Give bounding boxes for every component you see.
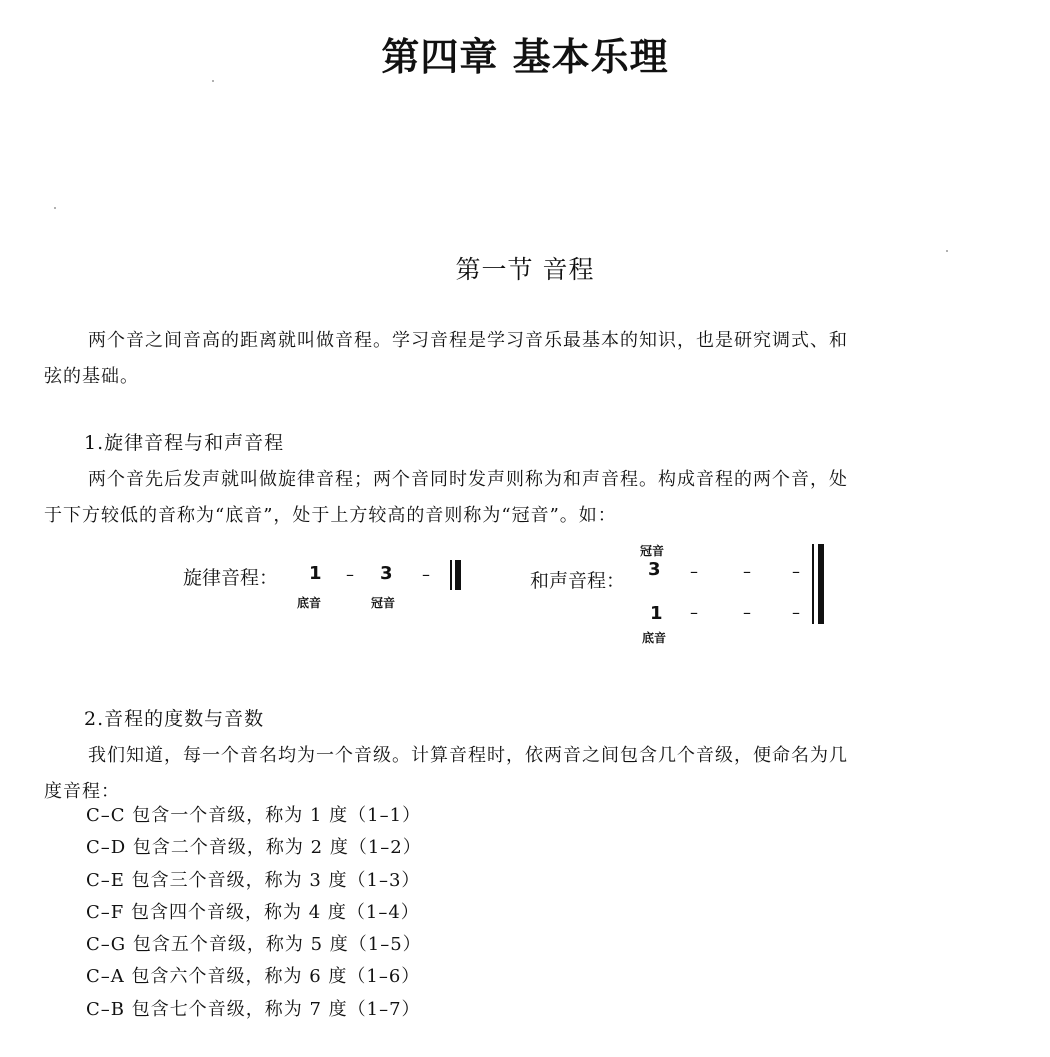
harmonic-bottom-dash-3: – bbox=[792, 603, 800, 622]
intro-line-1: 两个音之间音高的距离就叫做音程。学习音程是学习音乐最基本的知识，也是研究调式、和 bbox=[88, 330, 848, 351]
melodic-interval-label: 旋律音程： bbox=[183, 567, 279, 589]
melodic-top-note-mark: 冠音 bbox=[371, 596, 396, 610]
list-item: C–F 包含四个音级，称为 4 度（1–4） bbox=[86, 901, 420, 923]
scan-speck bbox=[946, 250, 948, 252]
intro-line-2: 弦的基础。 bbox=[44, 366, 139, 387]
list-item: C–C 包含一个音级，称为 1 度（1–1） bbox=[86, 805, 422, 826]
harmonic-top-note-mark: 冠音 bbox=[640, 544, 665, 558]
harmonic-end-barline-thin bbox=[812, 544, 814, 624]
harmonic-top-dash-2: – bbox=[743, 562, 751, 581]
harmonic-top-note: 3 bbox=[648, 559, 661, 580]
subsection-2-heading: 2.音程的度数与音数 bbox=[84, 708, 265, 730]
harmonic-bottom-dash-2: – bbox=[743, 603, 751, 622]
harmonic-bottom-note: 1 bbox=[650, 603, 663, 624]
list-item: C–B 包含七个音级，称为 7 度（1–7） bbox=[86, 998, 421, 1020]
melodic-bottom-note-mark: 底音 bbox=[297, 596, 322, 610]
list-item: C–A 包含六个音级，称为 6 度（1–6） bbox=[86, 966, 421, 988]
interval-degree-list bbox=[86, 800, 422, 1026]
subsection-1-heading: 1.旋律音程与和声音程 bbox=[84, 432, 285, 454]
list-item: C–E 包含三个音级，称为 3 度（1–3） bbox=[86, 869, 421, 891]
harmonic-end-barline-thick bbox=[818, 544, 824, 624]
melodic-dash-1: – bbox=[346, 565, 354, 584]
harmonic-top-dash-3: – bbox=[792, 562, 800, 581]
section-title: 第一节 音程 bbox=[455, 255, 595, 284]
list-item: C–G 包含五个音级，称为 5 度（1–5） bbox=[86, 934, 422, 956]
subsection-2-line-2: 度音程： bbox=[44, 781, 120, 802]
subsection-1-paragraph bbox=[44, 462, 1014, 534]
subsection-1-line-1: 两个音先后发声就叫做旋律音程；两个音同时发声则称为和声音程。构成音程的两个音，处 bbox=[88, 469, 848, 490]
harmonic-bottom-note-mark: 底音 bbox=[642, 631, 667, 645]
melodic-end-barline-thick bbox=[455, 560, 461, 590]
subsection-1-line-2: 于下方较低的音称为“底音”，处于上方较高的音则称为“冠音”。如： bbox=[44, 505, 617, 526]
chapter-title: 第四章 基本乐理 bbox=[381, 34, 669, 79]
harmonic-interval-label: 和声音程： bbox=[530, 570, 626, 592]
scan-speck bbox=[54, 207, 56, 209]
melodic-note-2: 3 bbox=[380, 563, 393, 584]
subsection-2-line-1: 我们知道，每一个音名均为一个音级。计算音程时，依两音之间包含几个音级，便命名为几 bbox=[88, 745, 848, 766]
melodic-note-1: 1 bbox=[309, 563, 322, 584]
harmonic-top-dash-1: – bbox=[690, 562, 698, 581]
scan-speck bbox=[212, 80, 214, 82]
harmonic-bottom-dash-1: – bbox=[690, 603, 698, 622]
melodic-end-barline-thin bbox=[450, 560, 452, 590]
intro-paragraph bbox=[44, 323, 1014, 395]
melodic-dash-2: – bbox=[422, 565, 430, 584]
list-item: C–D 包含二个音级，称为 2 度（1–2） bbox=[86, 837, 422, 859]
